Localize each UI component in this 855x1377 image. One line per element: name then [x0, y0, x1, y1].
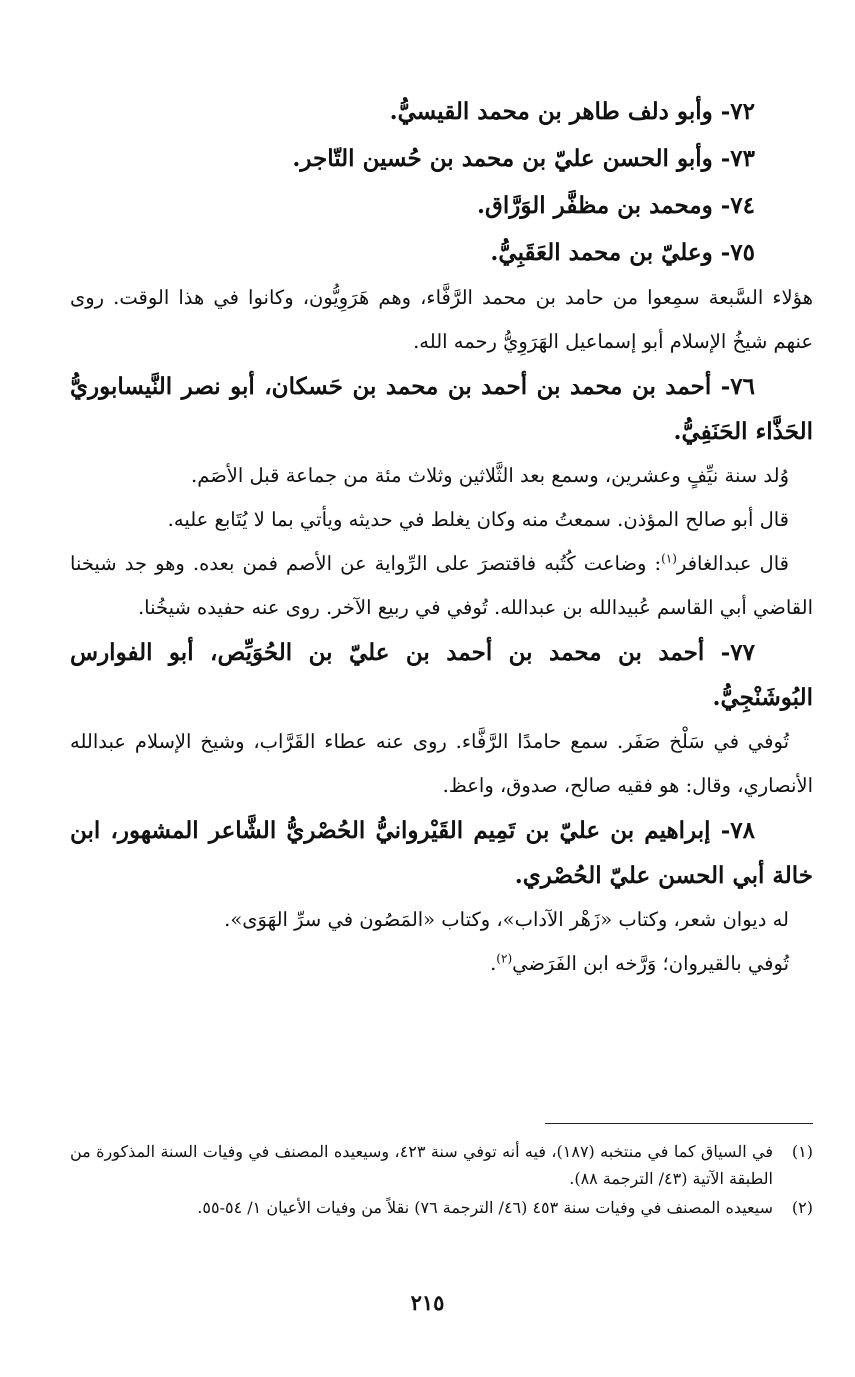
entry-76-heading: ٧٦- أحمد بن محمد بن أحمد بن محمد بن حَسكان، أبو نصر النَّيسابوريُّ الحَذَّاء الحَنَفِيُّ. — [70, 373, 813, 445]
footnote-2-text: سيعيده المصنف في وفيات سنة ٤٥٣ (٤٦/ الترجمة ٧٦) نقلاً من وفيات الأعيان ١/ ٥٤-٥٥. — [197, 1198, 773, 1217]
entry-78-death-paragraph — [70, 942, 813, 986]
entry-78-death-end: . — [490, 952, 497, 975]
abdulghafir-quote-rest: : وضاعت كُتُبه فاقتصرَ على الرِّواية عن الأصم فمن بعده. وهو جد شيخنا القاضي أبي القاسم عُبيدالله بن عبدالله. تُوفي في ربيع الآخر. روى عنه حفيده شيخُنا. — [70, 552, 813, 619]
footnote-1-text: في السياق كما في منتخبه (١٨٧)، فيه أنه توفي سنة ٤٢٣، وسيعيده المصنف في وفيات السنة المذكورة من الطبقة الآتية (٤٣/ الترجمة ٨٨). — [70, 1142, 773, 1188]
entry-78-death-text: تُوفي بالقيروان؛ وَرَّخه ابن الفَرَضي — [512, 952, 789, 975]
footnote-separator — [545, 1123, 813, 1124]
page-number: ٢١٥ — [410, 1290, 445, 1315]
footnote-ref-2[interactable]: (٢) — [496, 951, 513, 966]
main-text — [70, 88, 813, 986]
entry-76-birth-paragraph: وُلد سنة نيِّفٍ وعشرين، وسمع بعد الثَّلاثين وثلاث مئة من جماعة قبل الأصَم. — [191, 464, 789, 487]
footnote-1 — [70, 1138, 813, 1192]
entry-78-works-paragraph: له ديوان شعر، وكتاب «زَهْر الآداب»، وكتاب «المَصُون في سرِّ الهَوَى». — [224, 908, 789, 931]
footnote-2-number: (٢) — [791, 1198, 813, 1217]
footnote-2 — [70, 1194, 813, 1221]
footnote-ref-1[interactable]: (١) — [661, 551, 677, 566]
entry-77-paragraph: تُوفي في سَلْخ صَفَر. سمع حامدًا الرَّفَّاء. روى عنه عطاء القَرَّاب، وشيخ الإسلام عبدالله الأنصاري، وقال: هو فقيه صالح، صدوق، واعظ. — [70, 730, 813, 797]
entry-74-heading: ٧٤- ومحمد بن مظفَّر الوَرَّاق. — [477, 192, 755, 219]
entry-72-heading: ٧٢- وأبو دلف طاهر بن محمد القيسيُّ. — [389, 98, 755, 125]
entry-76-abu-salih-paragraph: قال أبو صالح المؤذن. سمعتُ منه وكان يغلط في حديثه ويأتي بما لا يُتَابع عليه. — [167, 508, 789, 531]
abdulghafir-quote-start: قال عبدالغافر — [676, 552, 789, 575]
entry-73-heading: ٧٣- وأبو الحسن عليّ بن محمد بن حُسين التّاجر. — [292, 145, 755, 172]
footnote-1-number: (١) — [791, 1142, 813, 1161]
entry-76-abdulghafir-paragraph — [70, 542, 813, 630]
entry-78-heading: ٧٨- إبراهيم بن عليّ بن تَمِيم القَيْروانيُّ الحُصْريُّ الشَّاعر المشهور، ابن خالة أبي الحسن عليّ الحُصْري. — [70, 817, 813, 889]
entry-77-heading: ٧٧- أحمد بن محمد بن أحمد بن عليّ بن الحُوَيِّص، أبو الفوارس البُوشَنْجِيُّ. — [70, 639, 813, 711]
footnotes — [70, 1138, 813, 1223]
entry-75-heading: ٧٥- وعليّ بن محمد العَقَبِيُّ. — [490, 239, 755, 266]
paragraph-seven-narrators: هؤلاء السَّبعة سمِعوا من حامد بن محمد الرَّفَّاء، وهم هَرَوِيُّون، وكانوا في هذا الوقت. روى عنهم شيخُ الإسلام أبو إسماعيل الهَرَوِيُّ رحمه الله. — [70, 286, 813, 353]
